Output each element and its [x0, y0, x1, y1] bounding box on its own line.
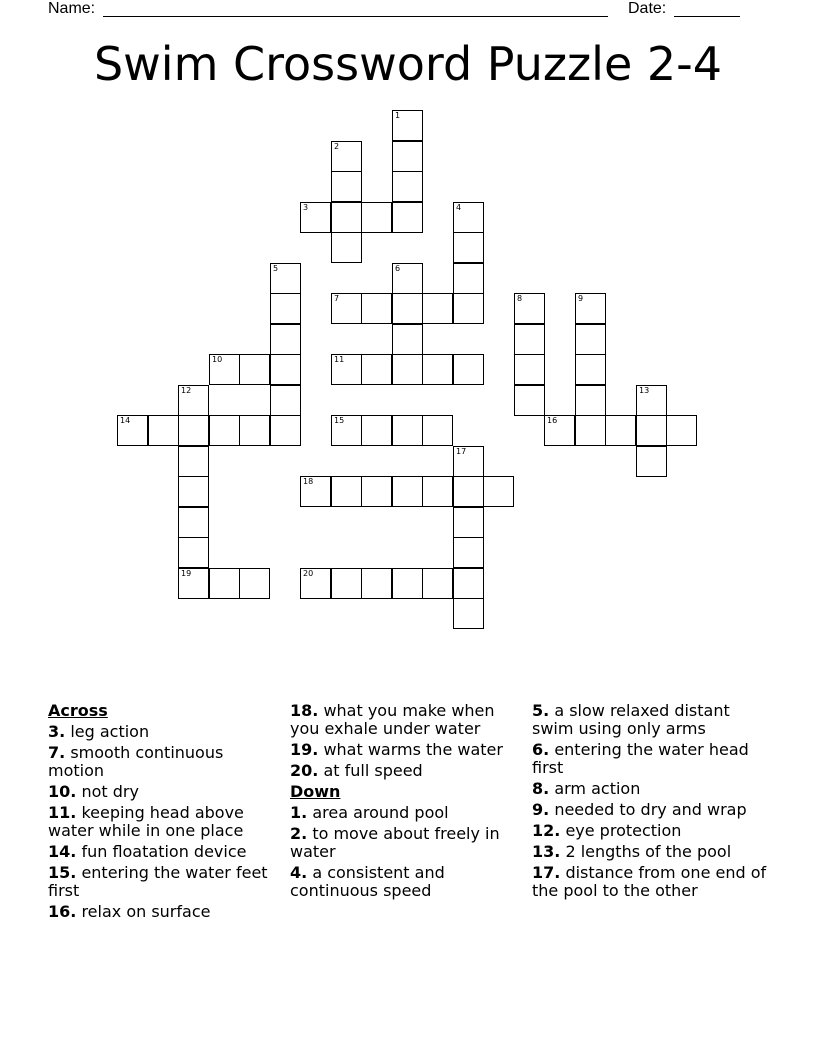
crossword-cell[interactable]	[666, 415, 697, 446]
clue-number: 10	[212, 355, 223, 364]
clue-text: leg action	[70, 722, 150, 741]
page-title: Swim Crossword Puzzle 2-4	[93, 37, 723, 91]
crossword-cell[interactable]	[178, 415, 209, 446]
clues-column-3	[532, 702, 768, 903]
clue-number: 7	[334, 294, 340, 303]
crossword-cell[interactable]	[514, 293, 545, 324]
clue-number: 4	[456, 203, 462, 212]
clue-text: a consistent and continuous speed	[290, 863, 445, 900]
clue-number: 3	[303, 203, 309, 212]
clue-number: 5.	[532, 701, 550, 720]
clue-item	[532, 864, 768, 900]
crossword-cell[interactable]	[392, 171, 423, 202]
clue-number: 19.	[290, 740, 319, 759]
crossword-cell[interactable]	[392, 202, 423, 233]
crossword-cell[interactable]	[361, 293, 392, 324]
crossword-cell[interactable]	[453, 232, 484, 263]
clue-number: 11	[334, 355, 345, 364]
crossword-cell[interactable]	[453, 568, 484, 599]
crossword-cell[interactable]	[361, 568, 392, 599]
crossword-cell[interactable]	[239, 568, 270, 599]
clue-number: 17.	[532, 863, 561, 882]
crossword-cell[interactable]	[483, 476, 514, 507]
crossword-cell[interactable]	[209, 354, 240, 385]
crossword-cell[interactable]	[453, 263, 484, 294]
crossword-cell[interactable]	[392, 263, 423, 294]
crossword-cell[interactable]	[392, 476, 423, 507]
clue-number: 6	[395, 264, 401, 273]
down-heading: Down	[290, 782, 341, 801]
crossword-cell[interactable]	[422, 415, 453, 446]
crossword-cell[interactable]	[422, 568, 453, 599]
clue-number: 16	[547, 416, 558, 425]
clue-item	[532, 702, 768, 738]
crossword-cell[interactable]	[575, 354, 606, 385]
clues-column-1	[48, 702, 276, 924]
clue-text: keeping head above water while in one place	[48, 803, 244, 840]
clue-number: 2	[334, 142, 340, 151]
crossword-cell[interactable]	[270, 354, 301, 385]
clue-text: entering the water head first	[532, 740, 749, 777]
clue-number: 11.	[48, 803, 77, 822]
crossword-cell[interactable]	[209, 415, 240, 446]
crossword-cell[interactable]	[331, 171, 362, 202]
crossword-cell[interactable]	[392, 324, 423, 355]
crossword-cell[interactable]	[300, 568, 331, 599]
crossword-cell[interactable]	[422, 293, 453, 324]
clue-text: entering the water feet first	[48, 863, 268, 900]
across-heading: Across	[48, 701, 108, 720]
crossword-cell[interactable]	[239, 415, 270, 446]
crossword-cell[interactable]	[453, 446, 484, 477]
clue-number: 12	[181, 386, 192, 395]
clue-number: 8	[517, 294, 523, 303]
clue-item	[290, 741, 520, 759]
clue-number: 3.	[48, 722, 66, 741]
crossword-cell[interactable]	[178, 568, 209, 599]
crossword-cell[interactable]	[270, 415, 301, 446]
clue-number: 15.	[48, 863, 77, 882]
clue-text: relax on surface	[81, 902, 211, 921]
crossword-cell[interactable]	[392, 141, 423, 172]
crossword-cell[interactable]	[514, 324, 545, 355]
clue-number: 4.	[290, 863, 308, 882]
clue-item	[290, 762, 520, 780]
crossword-cell[interactable]	[239, 354, 270, 385]
crossword-cell[interactable]	[544, 415, 575, 446]
crossword-cell[interactable]	[270, 293, 301, 324]
crossword-cell[interactable]	[453, 537, 484, 568]
clue-number: 13	[639, 386, 650, 395]
crossword-cell[interactable]	[392, 110, 423, 141]
clue-text: eye protection	[565, 821, 682, 840]
clue-item	[48, 744, 276, 780]
clue-text: what you make when you exhale under water	[290, 701, 495, 738]
clue-number: 20.	[290, 761, 319, 780]
clue-number: 18	[303, 477, 314, 486]
clue-text: area around pool	[312, 803, 449, 822]
crossword-cell[interactable]	[422, 476, 453, 507]
clue-item	[48, 864, 276, 900]
crossword-cell[interactable]	[392, 354, 423, 385]
crossword-cell[interactable]	[636, 415, 667, 446]
clue-item	[532, 741, 768, 777]
clue-text: 2 lengths of the pool	[565, 842, 732, 861]
clue-text: fun floatation device	[81, 842, 247, 861]
crossword-cell[interactable]	[270, 385, 301, 416]
crossword-cell[interactable]	[514, 385, 545, 416]
crossword-cell[interactable]	[331, 568, 362, 599]
clue-number: 14	[120, 416, 131, 425]
crossword-cell[interactable]	[575, 324, 606, 355]
crossword-cell[interactable]	[270, 324, 301, 355]
clue-text: smooth continuous motion	[48, 743, 224, 780]
crossword-cell[interactable]	[270, 263, 301, 294]
clue-text: arm action	[554, 779, 641, 798]
crossword-cell[interactable]	[331, 476, 362, 507]
clue-number: 6.	[532, 740, 550, 759]
clue-item	[290, 804, 520, 822]
crossword-cell[interactable]	[575, 385, 606, 416]
crossword-cell[interactable]	[453, 598, 484, 629]
name-label: Name:	[48, 0, 96, 17]
clue-number: 8.	[532, 779, 550, 798]
crossword-cell[interactable]	[300, 476, 331, 507]
clue-item	[48, 723, 276, 741]
crossword-cell[interactable]	[331, 141, 362, 172]
crossword-cell[interactable]	[392, 293, 423, 324]
clue-number: 5	[273, 264, 279, 273]
clue-text: not dry	[81, 782, 139, 801]
clue-item	[532, 780, 768, 798]
clue-text: needed to dry and wrap	[554, 800, 747, 819]
clue-number: 18.	[290, 701, 319, 720]
crossword-cell[interactable]	[453, 354, 484, 385]
clue-number: 15	[334, 416, 345, 425]
crossword-cell[interactable]	[300, 202, 331, 233]
crossword-cell[interactable]	[453, 476, 484, 507]
crossword-cell[interactable]	[178, 446, 209, 477]
clue-number: 7.	[48, 743, 66, 762]
crossword-cell[interactable]	[605, 415, 636, 446]
clue-number: 13.	[532, 842, 561, 861]
crossword-cell[interactable]	[453, 293, 484, 324]
crossword-cell[interactable]	[575, 415, 606, 446]
clue-item	[532, 822, 768, 840]
clue-number: 1	[395, 111, 401, 120]
crossword-cell[interactable]	[392, 568, 423, 599]
crossword-cell[interactable]	[178, 537, 209, 568]
crossword-cell[interactable]	[117, 415, 148, 446]
clue-text: distance from one end of the pool to the other	[532, 863, 767, 900]
clue-text: what warms the water	[323, 740, 503, 759]
clue-text: at full speed	[323, 761, 423, 780]
clue-number: 9	[578, 294, 584, 303]
clue-item	[48, 804, 276, 840]
crossword-cell[interactable]	[636, 446, 667, 477]
crossword-cell[interactable]	[636, 385, 667, 416]
clue-number: 16.	[48, 902, 77, 921]
crossword-cell[interactable]	[361, 202, 392, 233]
crossword-cell[interactable]	[331, 232, 362, 263]
crossword-cell[interactable]	[514, 354, 545, 385]
clue-item	[48, 843, 276, 861]
crossword-cell[interactable]	[331, 415, 362, 446]
clue-item	[532, 843, 768, 861]
crossword-cell[interactable]	[361, 415, 392, 446]
clue-text: a slow relaxed distant swim using only arms	[532, 701, 730, 738]
crossword-cell[interactable]	[178, 476, 209, 507]
crossword-cell[interactable]	[209, 568, 240, 599]
crossword-cell[interactable]	[422, 354, 453, 385]
crossword-cell[interactable]	[361, 476, 392, 507]
clue-item	[532, 801, 768, 819]
clue-number: 9.	[532, 800, 550, 819]
clue-number: 17	[456, 447, 467, 456]
date-label: Date:	[628, 0, 667, 17]
crossword-cell[interactable]	[453, 507, 484, 538]
clue-number: 14.	[48, 842, 77, 861]
crossword-cell[interactable]	[331, 293, 362, 324]
crossword-cell[interactable]	[178, 507, 209, 538]
crossword-cell[interactable]	[361, 354, 392, 385]
clue-number: 12.	[532, 821, 561, 840]
clue-item	[48, 903, 276, 921]
clue-item	[290, 825, 520, 861]
crossword-cell[interactable]	[453, 202, 484, 233]
clue-item	[48, 783, 276, 801]
crossword-cell[interactable]	[148, 415, 179, 446]
crossword-cell[interactable]	[331, 354, 362, 385]
clue-number: 1.	[290, 803, 308, 822]
crossword-cell[interactable]	[331, 202, 362, 233]
clue-number: 20	[303, 569, 314, 578]
crossword-cell[interactable]	[392, 415, 423, 446]
clue-item	[290, 702, 520, 738]
crossword-cell[interactable]	[178, 385, 209, 416]
clues-column-2	[290, 702, 520, 903]
clue-number: 10.	[48, 782, 77, 801]
clue-number: 19	[181, 569, 192, 578]
clue-text: to move about freely in water	[290, 824, 500, 861]
clue-item	[290, 864, 520, 900]
clue-number: 2.	[290, 824, 308, 843]
crossword-cell[interactable]	[575, 293, 606, 324]
